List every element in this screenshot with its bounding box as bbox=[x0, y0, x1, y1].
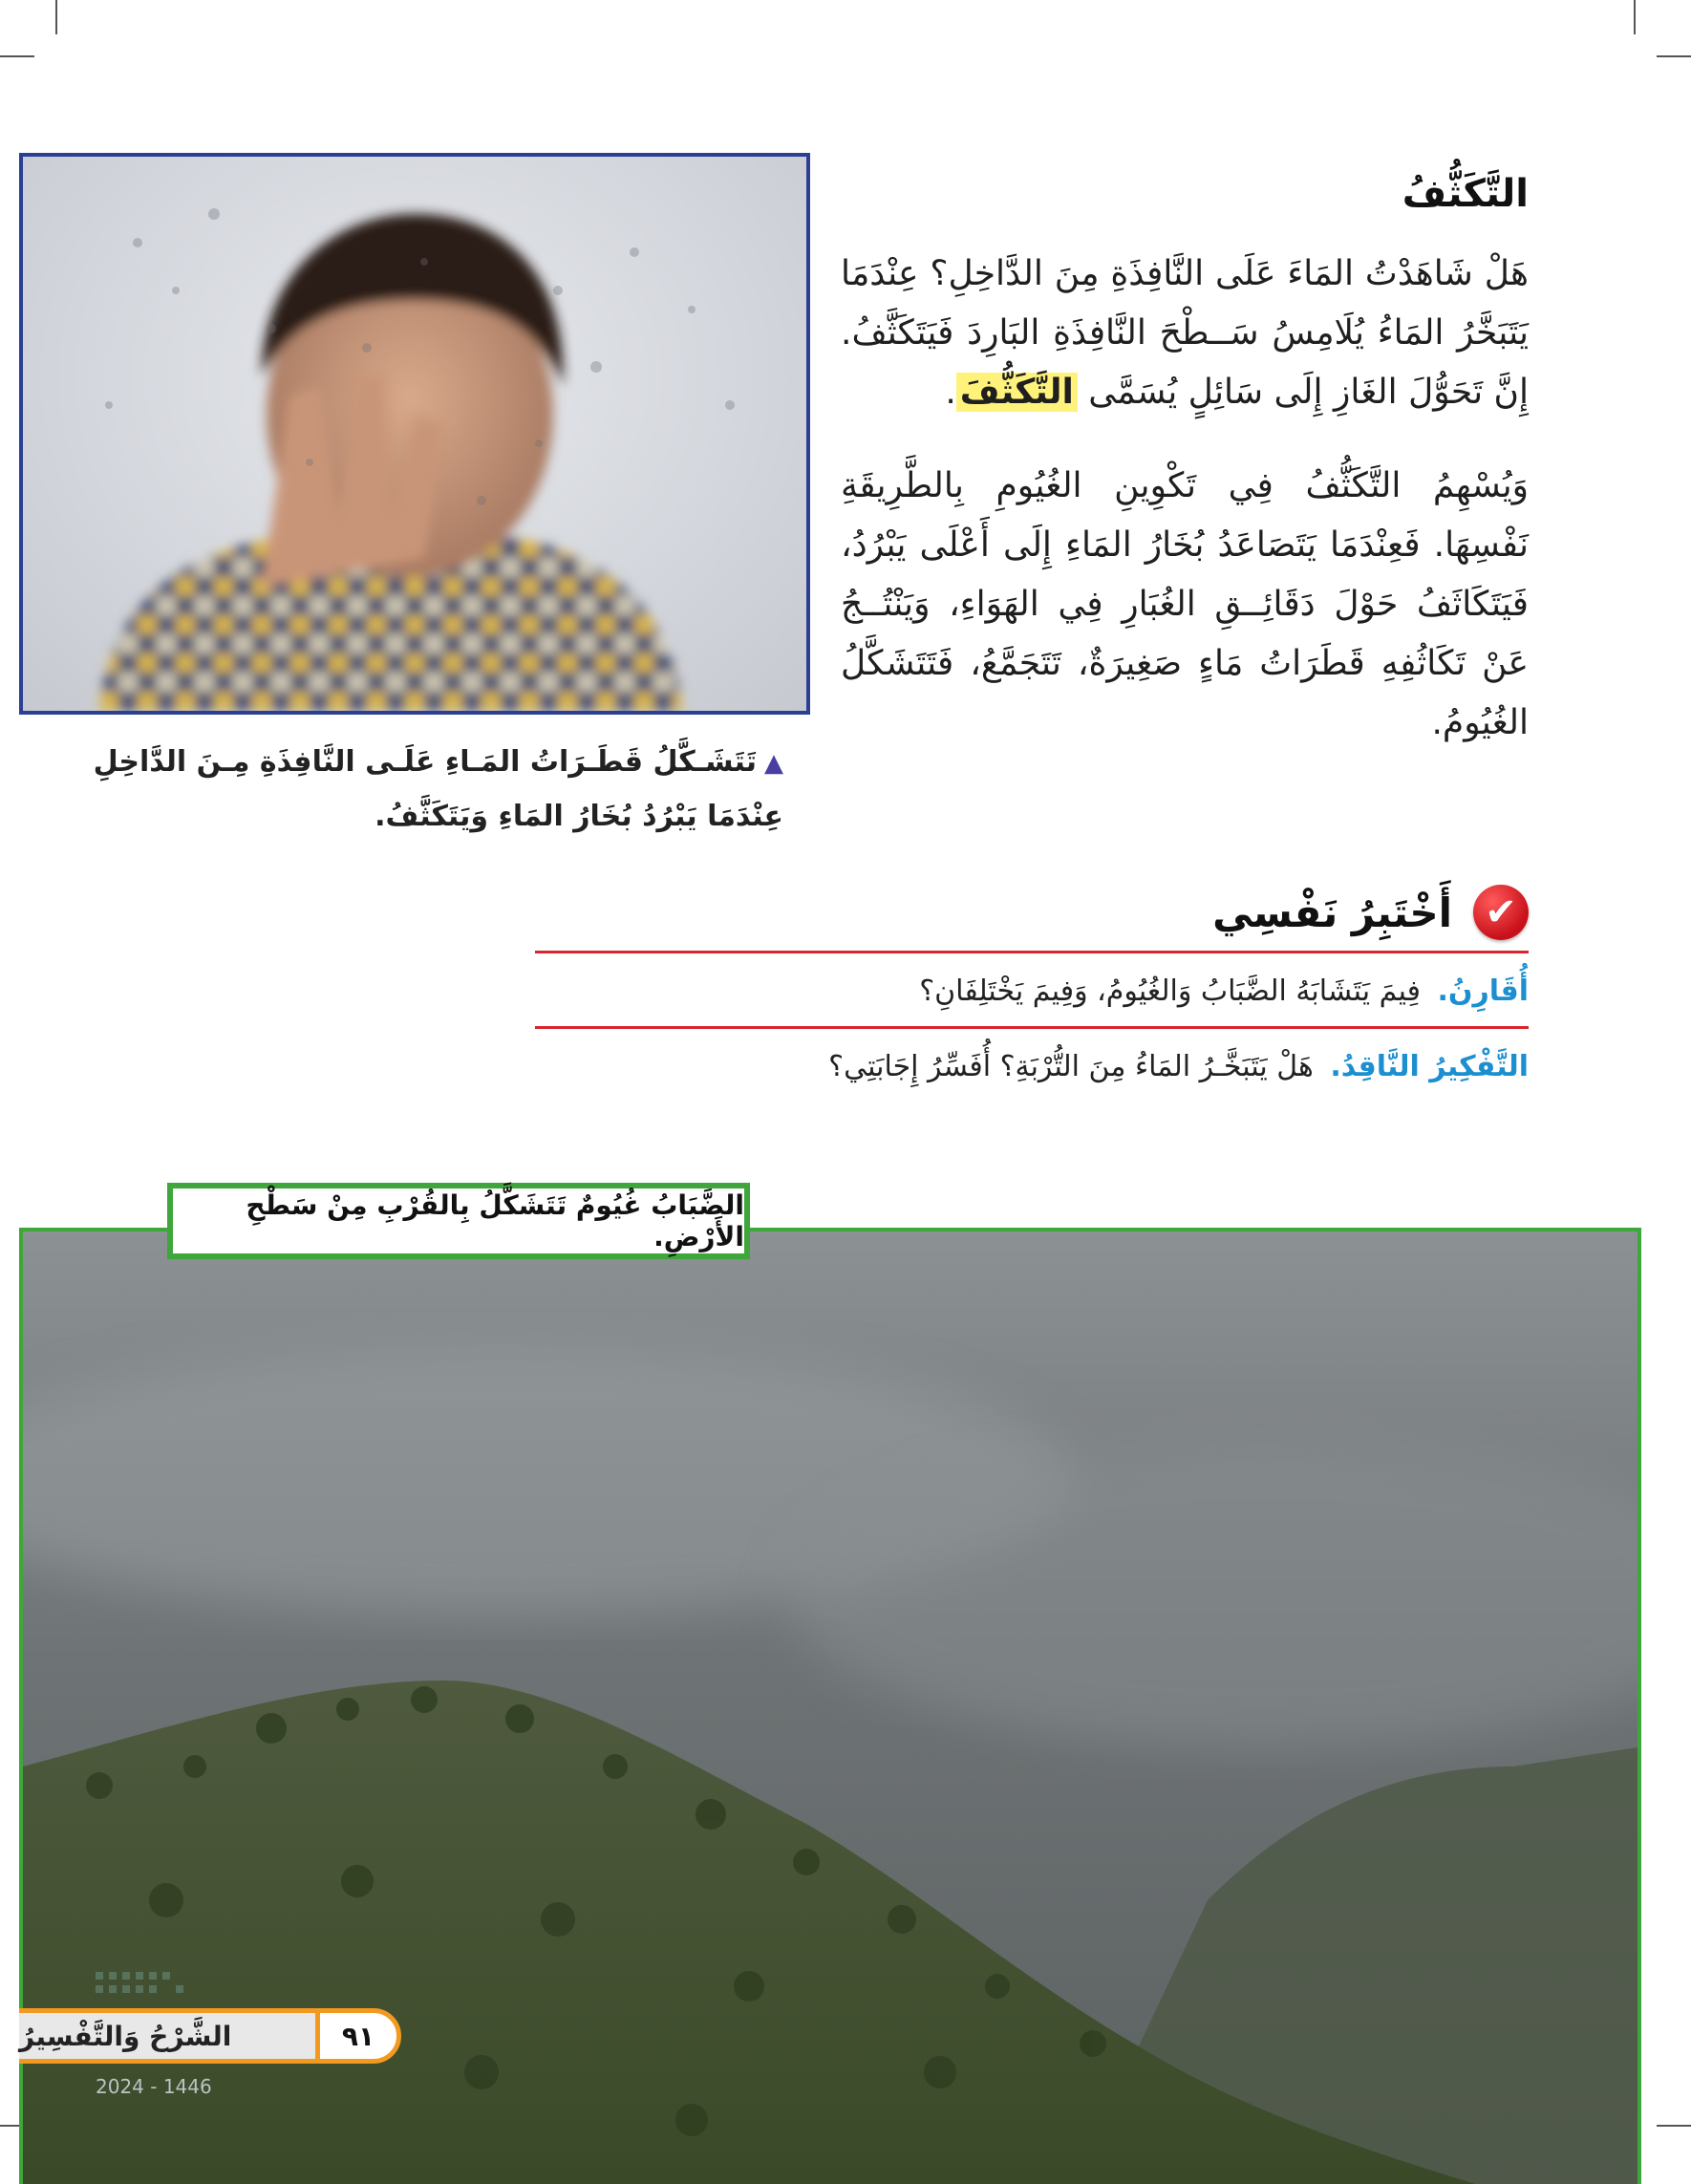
crop-mark bbox=[1657, 2125, 1691, 2127]
crop-mark bbox=[55, 0, 57, 34]
lesson-paragraph-2: وَيُسْهِمُ التَّكَثُّفُ فِي تَكْوِينِ الغُيُومِ بِالطَّرِيقَةِ نَفْسِهَا. فَعِنْدَمَا يَتَصَاعَدُ بُخَارُ المَاءِ إِلَى أَعْلَى يَبْرُدُ، فَيَتَكَاثَفُ حَوْلَ دَقَائِــقِ الغُبَارِ فِي الهَوَاءِ، وَيَنْتُــجُ عَنْ تَكَاثُفِهِ قَطَرَاتُ مَاءٍ صَغِيرَةٌ، تَتَجَمَّعُ، فَتَتَشَكَّلُ الغُيُومُ. bbox=[841, 466, 1529, 742]
question-text: فِيمَ يَتَشَابَهُ الضَّبَابُ وَالغُيُومُ، وَفِيمَ يَخْتَلِفَانِ؟ bbox=[919, 974, 1421, 1008]
watermark-year: 2024 - 1446 bbox=[96, 2075, 212, 2098]
lesson-heading: التَّكَثُّفُ bbox=[1402, 172, 1529, 216]
self-test-header bbox=[535, 874, 1529, 951]
page-number: ٩١ bbox=[315, 2008, 401, 2064]
boy-photo-caption-text: تَتَشَـكَّلُ قَطَـرَاتُ المَـاءِ عَلَـى النَّافِذَةِ مِـنَ الدَّاخِلِ عِنْدَمَا يَبْرُدُ بُخَارُ المَاءِ وَيَتَكَثَّفُ. bbox=[93, 745, 783, 833]
paragraph-1-end: . bbox=[945, 373, 956, 412]
crop-mark bbox=[1634, 0, 1636, 34]
paragraph-1-text: هَلْ شَاهَدْتُ المَاءَ عَلَى النَّافِذَةِ مِنَ الدَّاخِلِ؟ عِنْدَمَا يَتَبَخَّرُ المَاءُ يُلَامِسُ سَــطْحَ النَّافِذَةِ البَارِدَ فَيَتَكَثَّفُ. إِنَّ تَحَوُّلَ الغَازِ إِلَى سَائِلٍ يُسَمَّى bbox=[841, 254, 1529, 412]
boy-window-illustration bbox=[23, 157, 806, 711]
section-label: الشَّرْحُ وَالتَّفْسِيرُ bbox=[19, 2008, 315, 2064]
highlighted-term: التَّكَثُّفَ bbox=[956, 373, 1078, 412]
question-keyword: التَّفْكِيرُ النَّاقِدُ. bbox=[1330, 1050, 1529, 1083]
lesson-section bbox=[841, 172, 1529, 787]
crop-mark bbox=[0, 55, 34, 57]
lesson-paragraph-1 bbox=[841, 245, 1529, 422]
self-test-section bbox=[535, 874, 1529, 1102]
checkmark-icon: ✔ bbox=[1473, 885, 1529, 940]
triangle-icon: ▲ bbox=[764, 749, 783, 778]
page-footer-tab bbox=[19, 2008, 401, 2064]
self-test-title: أَخْتَبِرُ نَفْسِي bbox=[1212, 889, 1452, 936]
ministry-watermark-logo bbox=[96, 1968, 239, 2006]
question-text: هَلْ يَتَبَخَّـرُ المَاءُ مِنَ التُّرْبَةِ؟ أُفَسِّرُ إِجَابَتِي؟ bbox=[828, 1050, 1314, 1083]
question-row bbox=[535, 951, 1529, 1026]
boy-window-photo bbox=[19, 153, 810, 715]
question-keyword: أُقَارِنُ. bbox=[1437, 974, 1529, 1008]
boy-photo-caption bbox=[19, 736, 783, 844]
fog-photo-caption: الضَّبَابُ غُيُومٌ تَتَشَكَّلُ بِالقُرْبِ مِنْ سَطْحِ الأَرْضِ. bbox=[167, 1183, 750, 1259]
question-row bbox=[535, 1026, 1529, 1102]
crop-mark bbox=[1657, 55, 1691, 57]
